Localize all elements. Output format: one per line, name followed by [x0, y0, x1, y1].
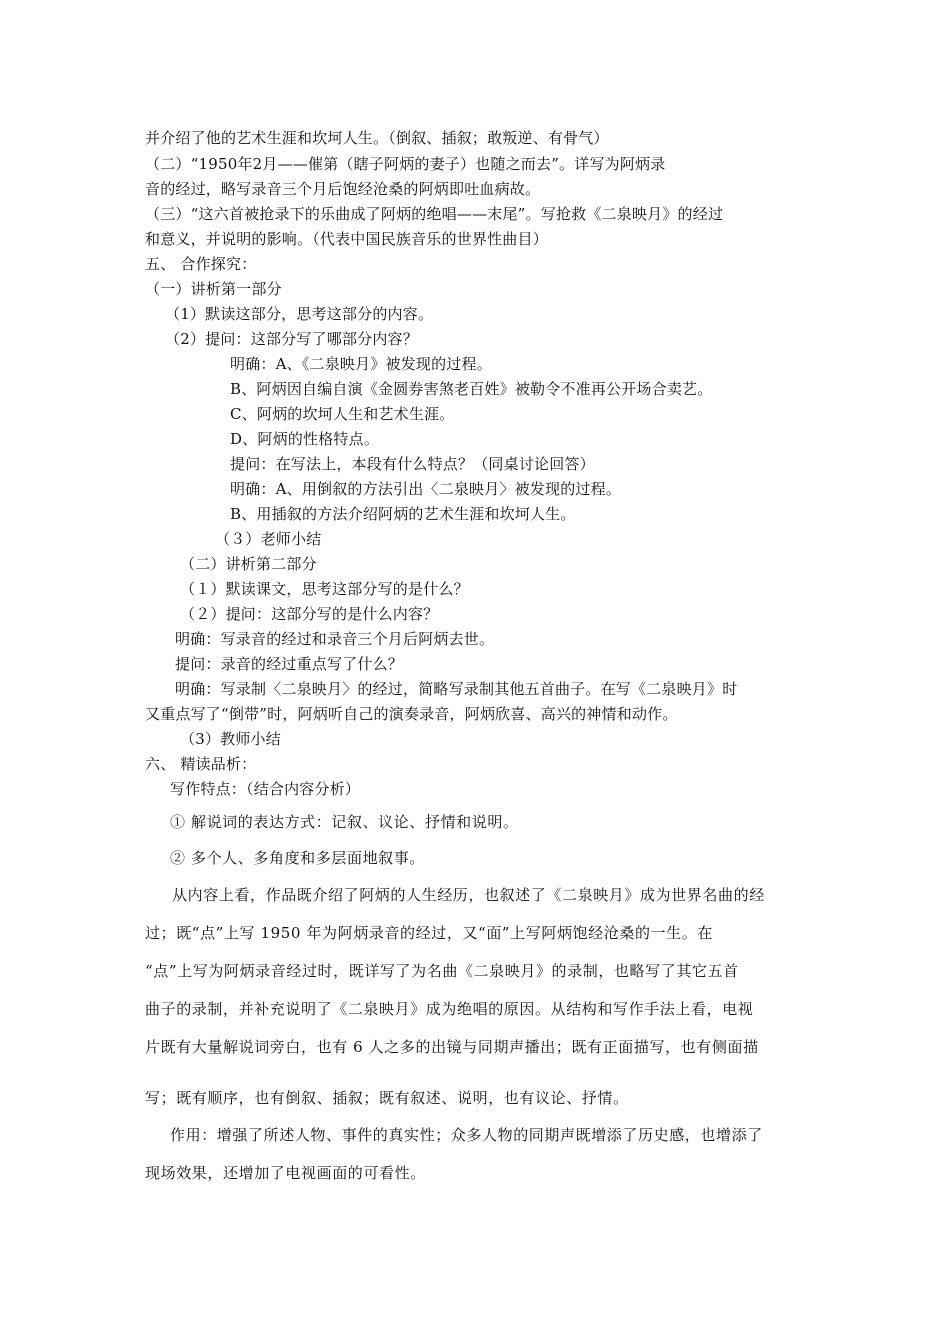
text-line: 作用：增强了所述人物、事件的真实性；众多人物的同期声既增添了历史感，也增添了	[170, 1126, 763, 1144]
text-line: （3）教师小结	[180, 730, 281, 748]
text-line: ② 多个人、多角度和多层面地叙事。	[170, 849, 425, 867]
subsection-heading: （二）讲析第二部分	[180, 555, 317, 573]
text-line: 又重点写了“倒带”时，阿炳听自己的演奏录音，阿炳欣喜、高兴的神情和动作。	[145, 705, 678, 723]
text-line: （1）默读这部分，思考这部分的内容。	[165, 305, 434, 323]
text-line: D、阿炳的性格特点。	[230, 430, 380, 448]
text-line: B、用插叙的方法介绍阿炳的艺术生涯和坎坷人生。	[230, 505, 576, 523]
text-line: “点”上写为阿炳录音经过时，既详写了为名曲《二泉映月》的录制，也略写了其它五首	[145, 962, 739, 980]
subsection-heading: （一）讲析第一部分	[145, 280, 282, 298]
text-line: （二）“1950年2月——催第（瞎子阿炳的妻子）也随之而去”。详写为阿炳录	[145, 155, 666, 173]
text-line: ① 解说词的表达方式：记叙、议论、抒情和说明。	[170, 813, 519, 831]
text-line: 音的经过，略写录音三个月后饱经沧桑的阿炳即吐血病故。	[145, 180, 541, 198]
text-line: 写；既有顺序，也有倒叙、插叙；既有叙述、说明，也有议论、抒情。	[145, 1089, 629, 1107]
text-line: （１）默读课文，思考这部分写的是什么？	[180, 580, 469, 598]
text-line: （2）提问：这部分写了哪部分内容？	[165, 330, 418, 348]
text-line: 提问：录音的经过重点写了什么？	[175, 655, 404, 673]
text-line: 片既有大量解说词旁白，也有 6 人之多的出镜与同期声播出；既有正面描写，也有侧面描	[145, 1038, 759, 1056]
text-line: 明确：A、用倒叙的方法引出〈二泉映月〉被发现的过程。	[230, 480, 622, 498]
text-line: 过；既“点”上写 1950 年为阿炳录音的经过，又“面”上写阿炳饱经沧桑的一生。在	[145, 924, 713, 942]
text-line: 现场效果，还增加了电视画面的可看性。	[145, 1164, 426, 1182]
text-line: 明确：写录音的经过和录音三个月后阿炳去世。	[175, 630, 495, 648]
text-line: C、阿炳的坎坷人生和艺术生涯。	[230, 405, 455, 423]
text-line: 明确：写录制〈二泉映月〉的经过，简略写录制其他五首曲子。在写《二泉映月》时	[175, 680, 738, 698]
text-line: （３）老师小结	[215, 530, 322, 548]
text-line: 写作特点：（结合内容分析）	[170, 780, 361, 798]
text-line: （２）提问：这部分写的是什么内容？	[180, 605, 439, 623]
text-line: 曲子的录制，并补充说明了《二泉映月》成为绝唱的原因。从结构和写作手法上看，电视	[145, 1000, 754, 1018]
text-line: 明确：A、《二泉映月》被发现的过程。	[230, 355, 492, 373]
text-line: 和意义，并说明的影响。（代表中国民族音乐的世界性曲目）	[145, 230, 548, 248]
section-heading: 五、 合作探究：	[145, 255, 257, 273]
section-heading: 六、 精读品析：	[145, 755, 257, 773]
text-line: 并介绍了他的艺术生涯和坎坷人生。（倒叙、插叙；敢叛逆、有骨气）	[145, 129, 609, 147]
text-line: 从内容上看，作品既介绍了阿炳的人生经历，也叙述了《二泉映月》成为世界名曲的经	[172, 886, 765, 904]
text-line: 提问：在写法上，本段有什么特点？（同桌讨论回答）	[230, 455, 595, 473]
text-line: B、阿炳因自编自演《金圆券害煞老百姓》被勒令不准再公开场合卖艺。	[230, 380, 713, 398]
text-line: （三）“这六首被抢录下的乐曲成了阿炳的绝唱——末尾”。写抢救《二泉映月》的经过	[145, 205, 724, 223]
